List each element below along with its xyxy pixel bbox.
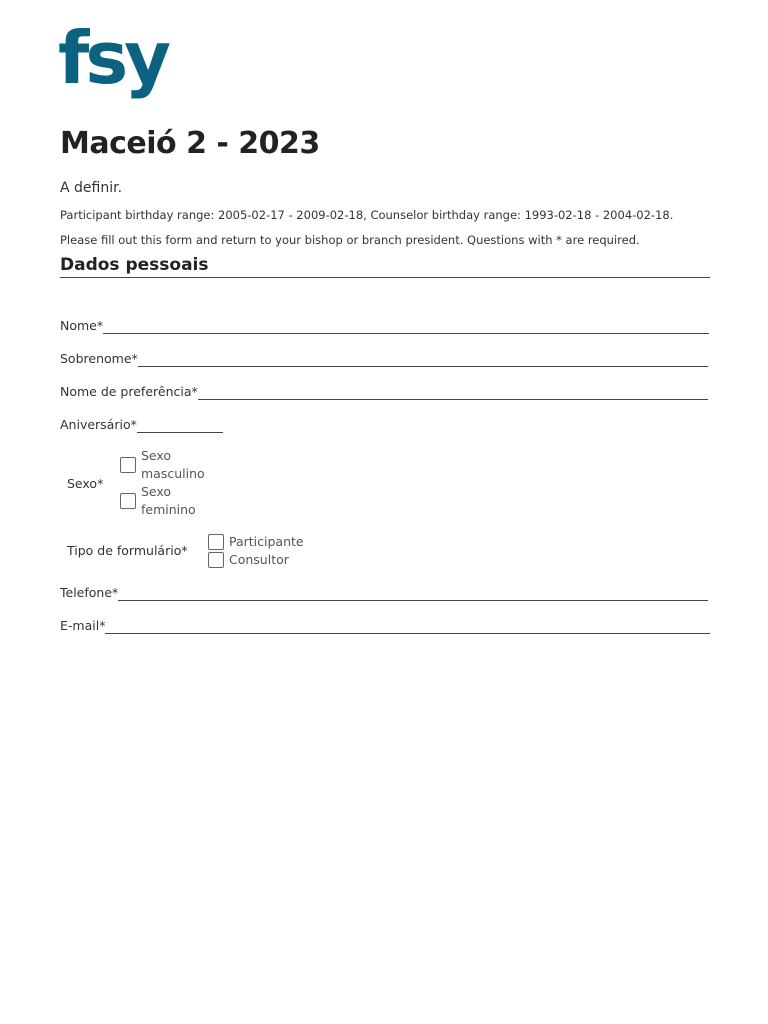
tipo-participante-checkbox[interactable] — [208, 534, 224, 550]
telefone-label: Telefone* — [60, 585, 119, 600]
birthday-range-info: Participant birthday range: 2005-02-17 - 2009-02-18, Counselor birthday range: 1993-02-18 - 2004-02-18. — [60, 208, 674, 222]
sexo-feminino-option[interactable] — [120, 483, 196, 519]
page-title: Maceió 2 - 2023 — [60, 126, 320, 161]
tipo-consultor-label: Consultor — [229, 552, 289, 567]
fsy-logo: fsy — [58, 16, 168, 100]
nome-preferencia-field — [60, 384, 708, 400]
nome-field — [60, 318, 709, 334]
sexo-masculino-label-1: Sexo — [141, 448, 172, 463]
tipo-participante-label: Participante — [229, 534, 304, 549]
sexo-masculino-label-2: masculino — [141, 466, 205, 481]
aniversario-input-line[interactable] — [137, 418, 223, 433]
tipo-consultor-option[interactable] — [208, 551, 289, 569]
nome-preferencia-input-line[interactable] — [198, 385, 708, 400]
sexo-masculino-checkbox[interactable] — [120, 457, 136, 473]
tipo-participante-option[interactable] — [208, 533, 304, 551]
sexo-label: Sexo* — [67, 476, 104, 491]
section-title-dados-pessoais: Dados pessoais — [60, 255, 710, 278]
sexo-masculino-option[interactable] — [120, 447, 205, 483]
form-instructions: Please fill out this form and return to your bishop or branch president. Questions with * are required. — [60, 233, 640, 247]
sexo-feminino-label-1: Sexo — [141, 484, 172, 499]
sexo-feminino-label-2: feminino — [141, 502, 196, 517]
sobrenome-label: Sobrenome* — [60, 351, 138, 366]
tipo-consultor-checkbox[interactable] — [208, 552, 224, 568]
aniversario-field — [60, 417, 223, 433]
sexo-feminino-checkbox[interactable] — [120, 493, 136, 509]
page-subtitle: A definir. — [60, 180, 123, 196]
nome-preferencia-label: Nome de preferência* — [60, 384, 198, 399]
telefone-input-line[interactable] — [118, 586, 708, 601]
tipo-formulario-label: Tipo de formulário* — [67, 543, 188, 558]
email-input-line[interactable] — [105, 619, 710, 634]
telefone-field — [60, 585, 708, 601]
sobrenome-field — [60, 351, 708, 367]
email-label: E-mail* — [60, 618, 106, 633]
nome-label: Nome* — [60, 318, 104, 333]
aniversario-label: Aniversário* — [60, 417, 137, 432]
email-field — [60, 618, 710, 634]
nome-input-line[interactable] — [103, 319, 709, 334]
sobrenome-input-line[interactable] — [138, 352, 708, 367]
